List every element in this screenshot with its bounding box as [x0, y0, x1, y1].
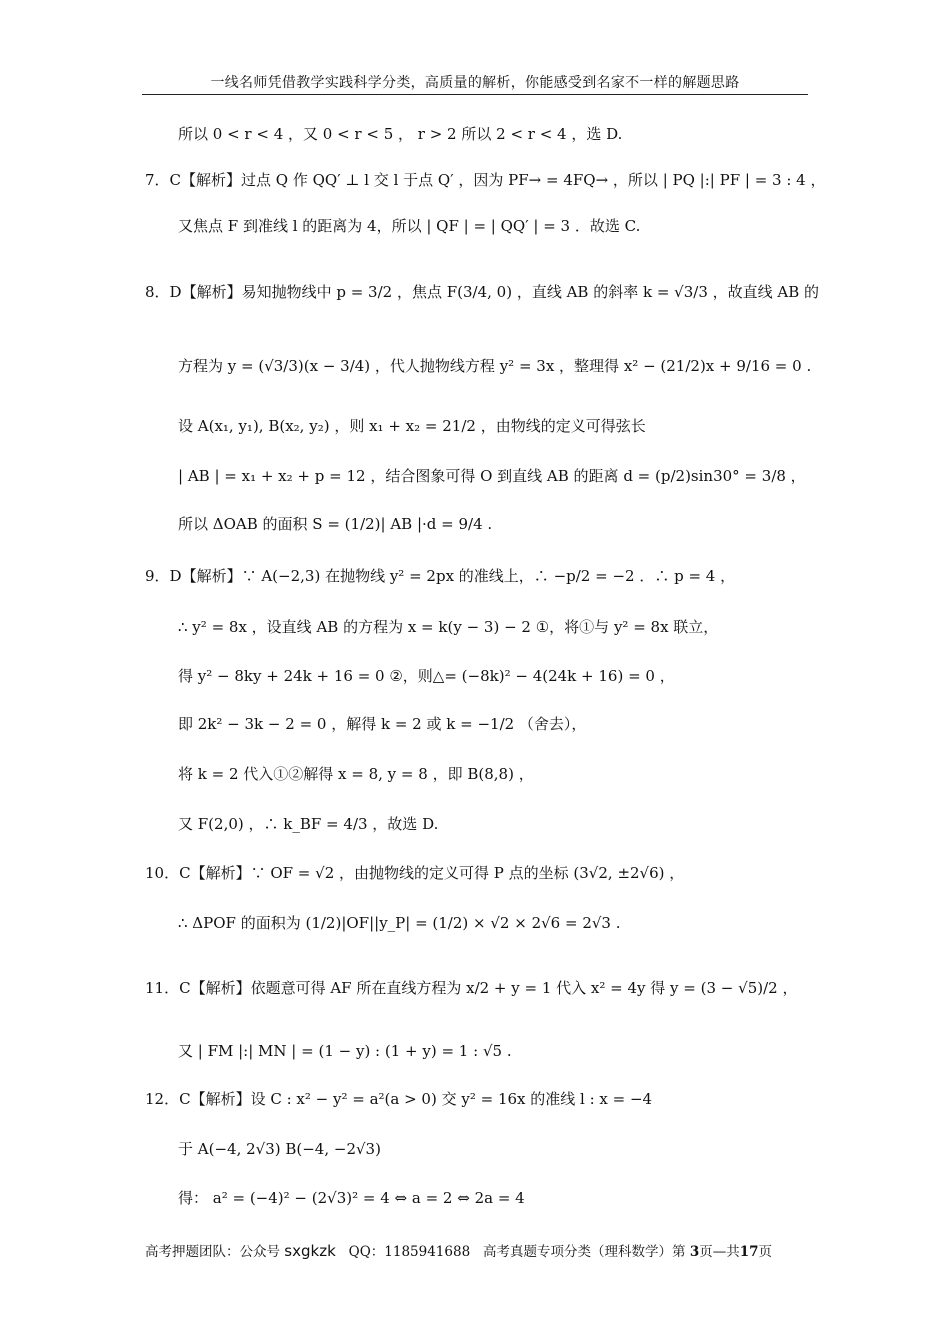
problem-10-line-1: 10．C【解析】∵ OF = √2 ，由抛物线的定义可得 P 点的坐标 (3√2, ±2√6) ， [145, 864, 685, 882]
problem-9-line-6: 又 F(2,0) ，∴ k_BF = 4/3 ，故选 D. [178, 815, 439, 833]
footer-qq: QQ：1185941688 [348, 1244, 471, 1260]
problem-8-line-3: 设 A(x₁, y₁), B(x₂, y₂) ，则 x₁ + x₂ = 21/2 ，由物线的定义可得弦长 [178, 417, 646, 435]
problem-12-line-3: 得： a² = (−4)² − (2√3)² = 4 ⇔ a = 2 ⇔ 2a = 4 [178, 1189, 525, 1207]
problem-9-line-1: 9．D【解析】∵ A(−2,3) 在抛物线 y² = 2px 的准线上，∴ −p/2 = −2 ．∴ p = 4 ， [145, 567, 736, 585]
problem-9-line-2: ∴ y² = 8x ，设直线 AB 的方程为 x = k(y − 3) − 2 ①，将①与 y² = 8x 联立， [178, 618, 719, 636]
problem-7-line-2: 又焦点 F 到准线 l 的距离为 4，所以 | QF | = | QQ′ | = 3 ．故选 C. [178, 217, 641, 235]
problem-11-line-2: 又 | FM |:| MN | = (1 − y) : (1 + y) = 1 : √5 . [178, 1042, 512, 1060]
problem-8-line-5: 所以 ΔOAB 的面积 S = (1/2)| AB |·d = 9/4 . [178, 515, 493, 533]
problem-8-line-4: | AB | = x₁ + x₂ + p = 12 ，结合图象可得 O 到直线 AB 的距离 d = (p/2)sin30° = 3/8 ， [178, 467, 806, 485]
problem-11-line-1: 11．C【解析】依题意可得 AF 所在直线方程为 x/2 + y = 1 代入 x² = 4y 得 y = (3 − √5)/2 ， [145, 979, 798, 997]
footer-team: 高考押题团队：公众号 [145, 1244, 280, 1260]
footer-end: 页 [758, 1244, 773, 1260]
footer-brand: sxgkzk [284, 1242, 336, 1260]
page-header: 一线名师凭借教学实践科学分类，高质量的解析，你能感受到名家不一样的解题思路 [210, 75, 740, 91]
problem-8-line-2: 方程为 y = (√3/3)(x − 3/4) ，代人抛物线方程 y² = 3x ，整理得 x² − (21/2)x + 9/16 = 0 . [178, 357, 812, 375]
footer-page-number: 3 [689, 1244, 700, 1260]
problem-9-line-4: 即 2k² − 3k − 2 = 0 ，解得 k = 2 或 k = −1/2 （舍去）， [178, 715, 587, 733]
problem-10-line-2: ∴ ΔPOF 的面积为 (1/2)|OF||y_P| = (1/2) × √2 × 2√6 = 2√3 . [178, 914, 621, 932]
footer-mid: 页—共 [699, 1244, 740, 1260]
problem-7-line-1: 7．C【解析】过点 Q 作 QQ′ ⊥ l 交 l 于点 Q′ ，因为 PF→ = 4FQ→ ，所以 | PQ |:| PF | = 3 : 4 ， [145, 171, 826, 189]
header-divider [142, 94, 808, 95]
problem-12-line-1: 12．C【解析】设 C : x² − y² = a²(a > 0) 交 y² = 16x 的准线 l : x = −4 [145, 1090, 653, 1108]
problem-8-line-1: 8．D【解析】易知抛物线中 p = 3/2 ，焦点 F(3/4, 0) ，直线 AB 的斜率 k = √3/3 ，故直线 AB 的 [145, 283, 820, 301]
footer-series: 高考真题专项分类（理科数学）第 [483, 1244, 686, 1260]
problem-9-line-5: 将 k = 2 代入①②解得 x = 8, y = 8 ，即 B(8,8) ， [178, 765, 534, 783]
problem-12-line-2: 于 A(−4, 2√3) B(−4, −2√3) [178, 1140, 381, 1158]
problem-9-line-3: 得 y² − 8ky + 24k + 16 = 0 ②，则△= (−8k)² − 4(24k + 16) = 0 ， [178, 667, 675, 685]
footer-total-pages: 17 [739, 1244, 759, 1260]
page-footer [145, 1240, 772, 1260]
text-line-1: 所以 0 < r < 4 ，又 0 < r < 5 ， r > 2 所以 2 < r < 4 ，选 D. [178, 125, 623, 143]
